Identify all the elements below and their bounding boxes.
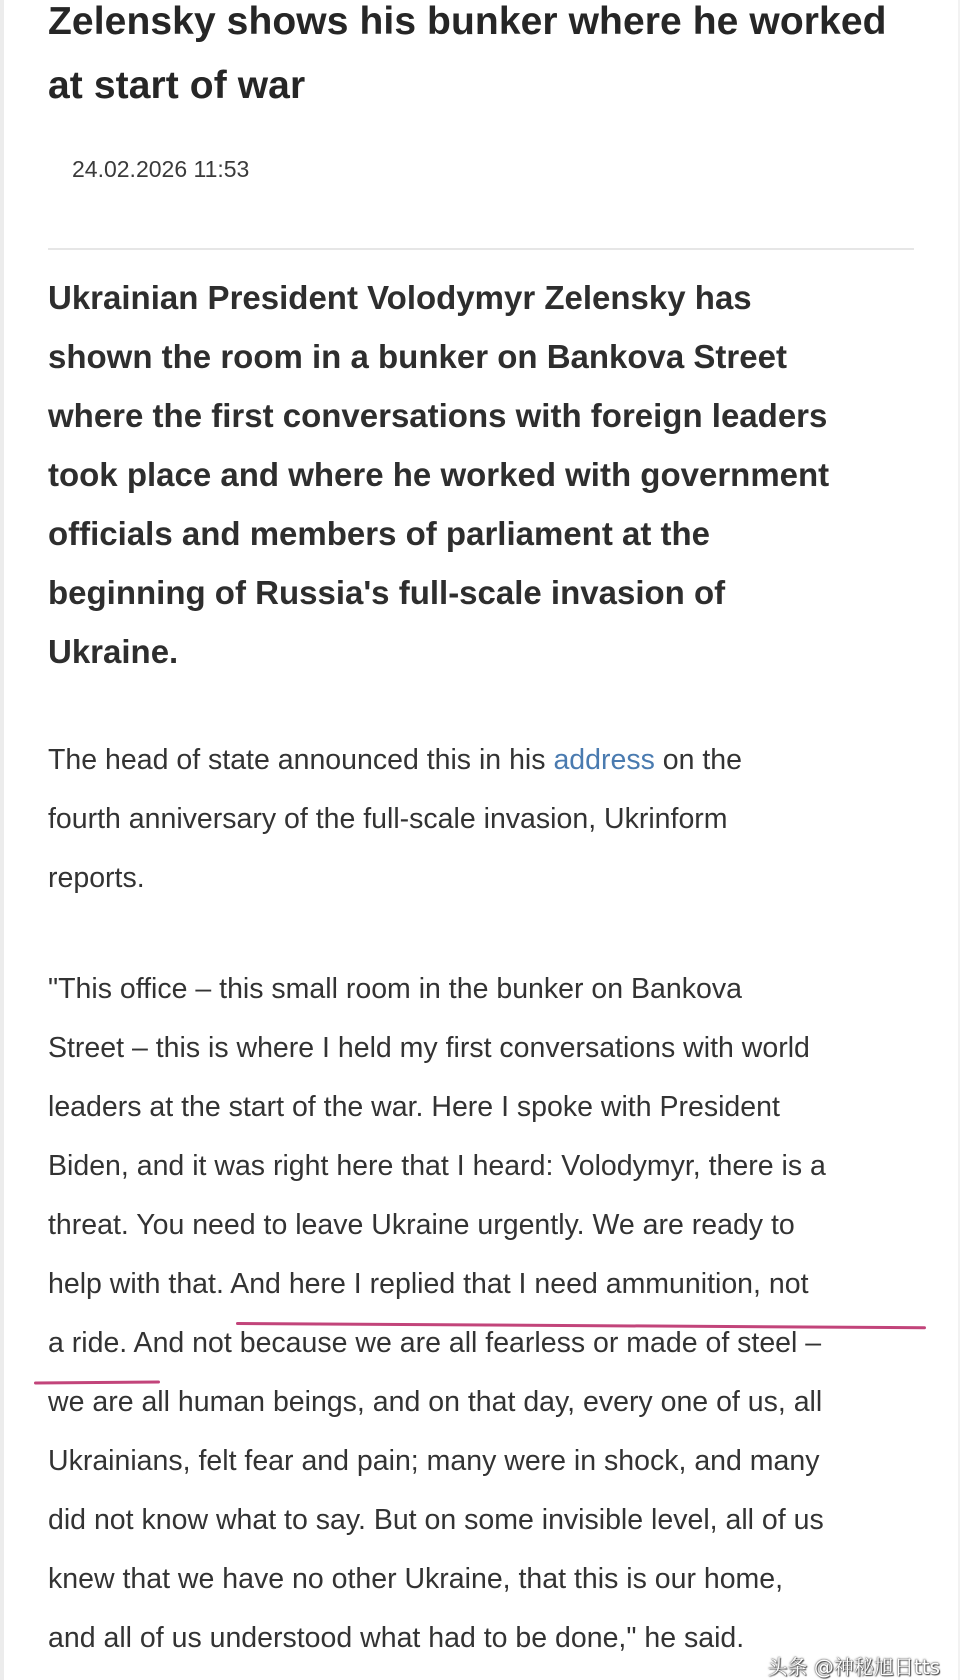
para-text: The head of state announced this in his [48, 744, 554, 776]
quote-line: a ride. And not because we are all fearless or made of steel – [48, 1327, 822, 1359]
quote-line: Biden, and it was right here that I heard: Volodymyr, there is a [48, 1150, 826, 1182]
lead-line: shown the room in a bunker on Bankova Street [48, 338, 787, 375]
body-paragraph-1 [48, 731, 914, 908]
quote-line: "This office – this small room in the bunker on Bankova [48, 973, 742, 1005]
quote-line: knew that we have no other Ukraine, that this is our home, [48, 1563, 784, 1595]
article-title [48, 0, 914, 118]
quote-line: and all of us understood what had to be done," he said. [48, 1622, 745, 1654]
lead-line: beginning of Russia's full-scale invasion of [48, 574, 726, 611]
quote-line: Street – this is where I held my first conversations with world [48, 1032, 810, 1064]
quote-line: leaders at the start of the war. Here I spoke with President [48, 1091, 780, 1123]
divider [48, 248, 914, 250]
body-paragraph-2-quote [48, 960, 914, 1668]
quote-line: help with that. And here I replied that I need ammunition, not [48, 1268, 809, 1300]
lead-line: where the first conversations with foreign leaders [48, 397, 828, 434]
article [48, 0, 914, 1668]
para-text: on the [654, 744, 742, 776]
lead-line: officials and members of parliament at the [48, 515, 710, 552]
publish-date: 24.02.2026 11:53 [72, 156, 250, 182]
quote-line: we are all human beings, and on that day, every one of us, all [48, 1386, 823, 1418]
quote-line: threat. You need to leave Ukraine urgently. We are ready to [48, 1209, 795, 1241]
lead-line: took place and where he worked with government [48, 456, 830, 493]
address-link[interactable]: address [553, 744, 655, 776]
watermark: 头条 @神秘旭日tts [767, 1655, 940, 1679]
page-left-edge [0, 0, 4, 1680]
quote-line: Ukrainians, felt fear and pain; many were in shock, and many [48, 1445, 820, 1477]
title-line: at start of war [48, 64, 306, 107]
para-text: reports. [48, 862, 145, 894]
lead-line: Ukraine. [48, 633, 179, 670]
para-text: fourth anniversary of the full-scale invasion, Ukrinform [48, 803, 728, 835]
title-line: Zelensky shows his bunker where he worked [48, 0, 887, 43]
quote-line: did not know what to say. But on some invisible level, all of us [48, 1504, 824, 1536]
article-lead [48, 268, 914, 681]
lead-line: Ukrainian President Volodymyr Zelensky has [48, 279, 752, 316]
